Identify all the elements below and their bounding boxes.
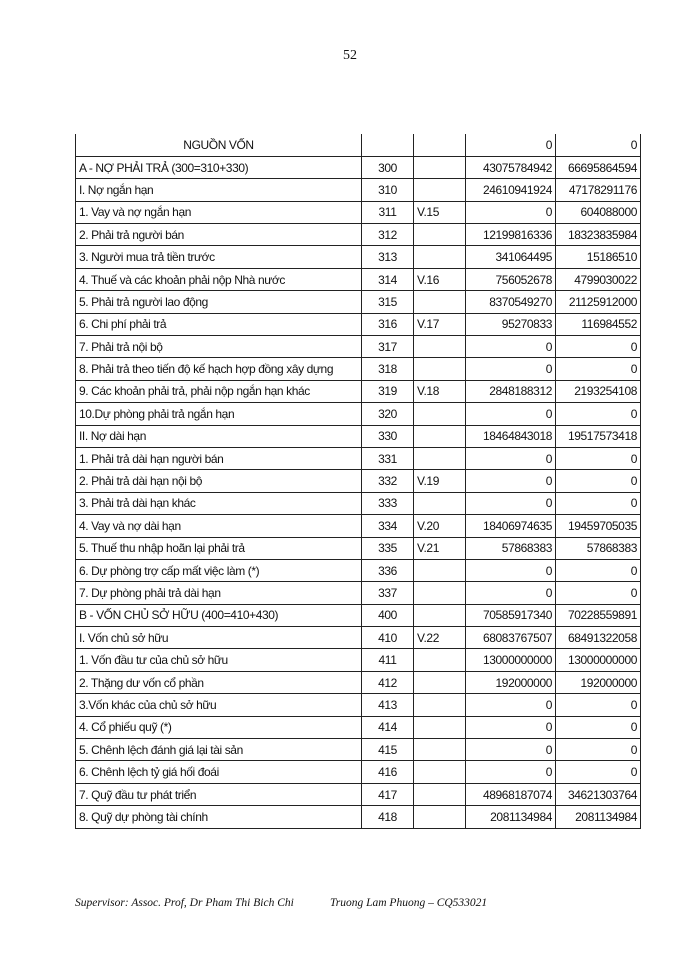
row-begin-value-cell: 19517573418	[556, 425, 641, 447]
table-row	[76, 559, 641, 581]
table-row	[76, 403, 641, 425]
row-name-cell: 6. Dự phòng trợ cấp mất việc làm (*)	[76, 559, 362, 581]
row-begin-value-cell: 0	[556, 470, 641, 492]
footer-supervisor: Supervisor: Assoc. Prof, Dr Pham Thi Bich Chi	[75, 897, 294, 909]
row-note-cell: V.22	[414, 627, 466, 649]
row-name-cell: 3.Vốn khác của chủ sở hữu	[76, 694, 362, 716]
row-note-cell: V.17	[414, 313, 466, 335]
table-row	[76, 336, 641, 358]
row-end-value-cell: 0	[466, 358, 556, 380]
row-note-cell	[414, 425, 466, 447]
row-name-cell: 3. Người mua trả tiền trước	[76, 246, 362, 268]
row-begin-value-cell: 116984552	[556, 313, 641, 335]
table-row	[76, 671, 641, 693]
row-note-cell	[414, 694, 466, 716]
row-name-cell: 4. Cổ phiếu quỹ (*)	[76, 716, 362, 738]
row-end-value-cell: 43075784942	[466, 156, 556, 178]
row-code-cell: 314	[362, 268, 414, 290]
row-begin-value-cell: 15186510	[556, 246, 641, 268]
row-code-cell: 316	[362, 313, 414, 335]
row-end-value-cell: 0	[466, 201, 556, 223]
row-end-value-cell: 24610941924	[466, 179, 556, 201]
row-end-value-cell: 0	[466, 761, 556, 783]
table-row	[76, 179, 641, 201]
row-end-value-cell: 13000000000	[466, 649, 556, 671]
row-note-cell	[414, 671, 466, 693]
row-code-cell: 315	[362, 291, 414, 313]
row-begin-value-cell: 2193254108	[556, 380, 641, 402]
row-end-value-cell: 0	[466, 582, 556, 604]
table-row	[76, 783, 641, 805]
row-code-cell: 412	[362, 671, 414, 693]
row-end-value-cell: 0	[466, 470, 556, 492]
row-code-cell: 331	[362, 447, 414, 469]
row-name-cell: 4. Thuế và các khoản phải nộp Nhà nước	[76, 268, 362, 290]
row-end-value-cell: 0	[466, 694, 556, 716]
row-name-cell: 6. Chi phí phải trả	[76, 313, 362, 335]
row-end-value-cell: 57868383	[466, 537, 556, 559]
row-name-cell: II. Nợ dài hạn	[76, 425, 362, 447]
row-begin-value-cell: 0	[556, 358, 641, 380]
page-number: 52	[343, 48, 357, 63]
row-note-cell	[414, 739, 466, 761]
row-name-cell: 1. Vay và nợ ngắn hạn	[76, 201, 362, 223]
row-name-cell: 8. Quỹ dự phòng tài chính	[76, 806, 362, 828]
row-name-cell: B - VỐN CHỦ SỞ HỮU (400=410+430)	[76, 604, 362, 626]
row-name-cell: 3. Phải trả dài hạn khác	[76, 492, 362, 514]
row-note-cell	[414, 783, 466, 805]
table-row	[76, 649, 641, 671]
row-name-cell: 2. Phải trả dài hạn nội bộ	[76, 470, 362, 492]
table-row	[76, 134, 641, 156]
row-begin-value-cell: 0	[556, 336, 641, 358]
row-code-cell: 319	[362, 380, 414, 402]
row-note-cell: V.15	[414, 201, 466, 223]
row-begin-value-cell: 604088000	[556, 201, 641, 223]
row-begin-value-cell: 0	[556, 761, 641, 783]
row-note-cell	[414, 156, 466, 178]
row-code-cell: 311	[362, 201, 414, 223]
table-row	[76, 470, 641, 492]
row-code-cell: 312	[362, 224, 414, 246]
row-begin-value-cell: 57868383	[556, 537, 641, 559]
footer-author: Truong Lam Phuong – CQ533021	[330, 897, 488, 909]
row-begin-value-cell: 21125912000	[556, 291, 641, 313]
row-name-cell: 5. Chênh lệch đánh giá lại tài sản	[76, 739, 362, 761]
row-end-value-cell: 70585917340	[466, 604, 556, 626]
row-code-cell: 414	[362, 716, 414, 738]
table-row	[76, 582, 641, 604]
table-row	[76, 380, 641, 402]
row-code-cell: 320	[362, 403, 414, 425]
row-end-value-cell: 2848188312	[466, 380, 556, 402]
row-end-value-cell: 756052678	[466, 268, 556, 290]
row-code-cell: 413	[362, 694, 414, 716]
row-code-cell: 411	[362, 649, 414, 671]
row-name-cell: 4. Vay và nợ dài hạn	[76, 515, 362, 537]
row-code-cell: 318	[362, 358, 414, 380]
row-begin-value-cell: 68491322058	[556, 627, 641, 649]
row-note-cell	[414, 806, 466, 828]
row-code-cell: 332	[362, 470, 414, 492]
row-begin-value-cell: 2081134984	[556, 806, 641, 828]
row-name-cell: 6. Chênh lệch tỷ giá hối đoái	[76, 761, 362, 783]
row-end-value-cell: 192000000	[466, 671, 556, 693]
row-end-value-cell: 0	[466, 336, 556, 358]
row-name-cell: 7. Dự phòng phải trả dài hạn	[76, 582, 362, 604]
table-row	[76, 313, 641, 335]
table-row	[76, 694, 641, 716]
row-code-cell: 300	[362, 156, 414, 178]
table-row	[76, 268, 641, 290]
row-end-value-cell: 341064495	[466, 246, 556, 268]
row-end-value-cell: 0	[466, 716, 556, 738]
row-name-cell: 1. Vốn đầu tư của chủ sở hữu	[76, 649, 362, 671]
table-row	[76, 716, 641, 738]
row-note-cell	[414, 604, 466, 626]
row-end-value-cell: 18464843018	[466, 425, 556, 447]
row-note-cell: V.19	[414, 470, 466, 492]
row-name-cell: 2. Phải trả người bán	[76, 224, 362, 246]
table-row	[76, 627, 641, 649]
row-note-cell: V.20	[414, 515, 466, 537]
table-row	[76, 761, 641, 783]
row-code-cell	[362, 134, 414, 156]
row-end-value-cell: 48968187074	[466, 783, 556, 805]
row-note-cell	[414, 134, 466, 156]
table-row	[76, 224, 641, 246]
row-note-cell	[414, 358, 466, 380]
row-name-cell: 5. Phải trả người lao động	[76, 291, 362, 313]
row-end-value-cell: 0	[466, 739, 556, 761]
table-body	[76, 134, 641, 828]
row-name-cell: 9. Các khoản phải trả, phải nộp ngắn hạn khác	[76, 380, 362, 402]
row-code-cell: 330	[362, 425, 414, 447]
row-end-value-cell: 2081134984	[466, 806, 556, 828]
row-code-cell: 418	[362, 806, 414, 828]
row-code-cell: 317	[362, 336, 414, 358]
row-note-cell	[414, 559, 466, 581]
row-begin-value-cell: 192000000	[556, 671, 641, 693]
table-row	[76, 246, 641, 268]
row-code-cell: 410	[362, 627, 414, 649]
row-begin-value-cell: 0	[556, 582, 641, 604]
table-row	[76, 492, 641, 514]
table-row	[76, 515, 641, 537]
row-note-cell	[414, 224, 466, 246]
row-end-value-cell: 0	[466, 447, 556, 469]
row-name-cell: 10.Dự phòng phải trả ngắn hạn	[76, 403, 362, 425]
row-name-cell: A - NỢ PHẢI TRẢ (300=310+330)	[76, 156, 362, 178]
row-code-cell: 333	[362, 492, 414, 514]
row-note-cell	[414, 649, 466, 671]
row-name-cell: I. Vốn chủ sở hữu	[76, 627, 362, 649]
table-row	[76, 425, 641, 447]
row-end-value-cell: 12199816336	[466, 224, 556, 246]
row-code-cell: 337	[362, 582, 414, 604]
row-code-cell: 417	[362, 783, 414, 805]
row-note-cell	[414, 336, 466, 358]
table-row	[76, 739, 641, 761]
row-begin-value-cell: 19459705035	[556, 515, 641, 537]
table-row	[76, 447, 641, 469]
row-begin-value-cell: 0	[556, 716, 641, 738]
row-note-cell	[414, 291, 466, 313]
row-code-cell: 335	[362, 537, 414, 559]
table-row	[76, 291, 641, 313]
row-note-cell	[414, 492, 466, 514]
row-note-cell	[414, 246, 466, 268]
row-code-cell: 400	[362, 604, 414, 626]
row-name-cell: I. Nợ ngắn hạn	[76, 179, 362, 201]
row-name-cell: 8. Phải trả theo tiến độ kế hạch hợp đồng xây dựng	[76, 358, 362, 380]
row-code-cell: 310	[362, 179, 414, 201]
table-row	[76, 201, 641, 223]
row-code-cell: 334	[362, 515, 414, 537]
row-begin-value-cell: 0	[556, 492, 641, 514]
row-begin-value-cell: 47178291176	[556, 179, 641, 201]
row-note-cell: V.18	[414, 380, 466, 402]
balance-sheet-table	[75, 134, 641, 829]
row-name-cell: 5. Thuế thu nhập hoãn lại phải trả	[76, 537, 362, 559]
table-row	[76, 156, 641, 178]
row-begin-value-cell: 0	[556, 134, 641, 156]
row-note-cell: V.21	[414, 537, 466, 559]
table-row	[76, 537, 641, 559]
row-begin-value-cell: 0	[556, 694, 641, 716]
row-end-value-cell: 18406974635	[466, 515, 556, 537]
row-name-cell: 2. Thặng dư vốn cổ phần	[76, 671, 362, 693]
row-begin-value-cell: 4799030022	[556, 268, 641, 290]
row-end-value-cell: 0	[466, 559, 556, 581]
row-end-value-cell: 0	[466, 403, 556, 425]
row-name-cell: NGUỒN VỐN	[76, 134, 362, 156]
row-end-value-cell: 68083767507	[466, 627, 556, 649]
row-name-cell: 7. Phải trả nội bộ	[76, 336, 362, 358]
row-code-cell: 415	[362, 739, 414, 761]
row-name-cell: 7. Quỹ đầu tư phát triển	[76, 783, 362, 805]
row-code-cell: 336	[362, 559, 414, 581]
row-begin-value-cell: 0	[556, 403, 641, 425]
table-row	[76, 358, 641, 380]
row-end-value-cell: 0	[466, 134, 556, 156]
row-code-cell: 416	[362, 761, 414, 783]
row-note-cell	[414, 179, 466, 201]
row-begin-value-cell: 70228559891	[556, 604, 641, 626]
table-row	[76, 604, 641, 626]
row-note-cell	[414, 403, 466, 425]
row-begin-value-cell: 0	[556, 559, 641, 581]
row-begin-value-cell: 34621303764	[556, 783, 641, 805]
row-begin-value-cell: 13000000000	[556, 649, 641, 671]
table-row	[76, 806, 641, 828]
row-note-cell	[414, 582, 466, 604]
row-begin-value-cell: 0	[556, 739, 641, 761]
row-end-value-cell: 95270833	[466, 313, 556, 335]
row-note-cell: V.16	[414, 268, 466, 290]
row-note-cell	[414, 761, 466, 783]
row-begin-value-cell: 66695864594	[556, 156, 641, 178]
row-code-cell: 313	[362, 246, 414, 268]
row-begin-value-cell: 0	[556, 447, 641, 469]
row-end-value-cell: 0	[466, 492, 556, 514]
row-note-cell	[414, 447, 466, 469]
row-note-cell	[414, 716, 466, 738]
row-begin-value-cell: 18323835984	[556, 224, 641, 246]
row-end-value-cell: 8370549270	[466, 291, 556, 313]
row-name-cell: 1. Phải trả dài hạn người bán	[76, 447, 362, 469]
